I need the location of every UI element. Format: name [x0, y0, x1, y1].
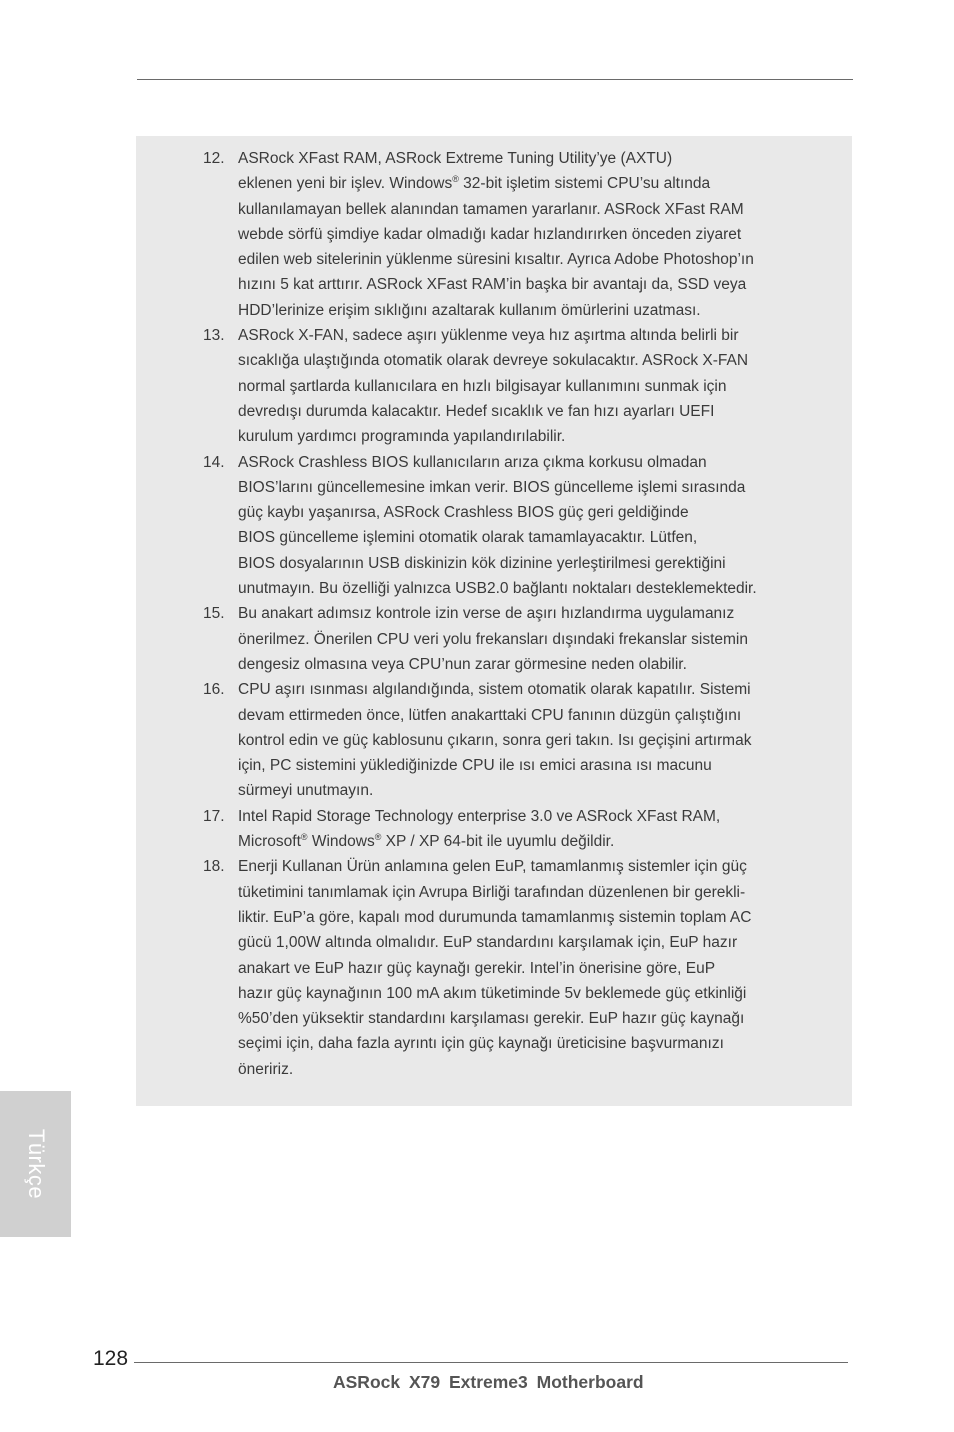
note-line: anakart ve EuP hazır güç kaynağı gerekir. Intel’in önerisine göre, EuP	[238, 959, 716, 977]
note-line: Enerji Kullanan Ürün anlamına gelen EuP, tamamlanmış sistemler için güç	[238, 858, 747, 876]
note-line: BIOS’larını güncellemesine imkan verir. BIOS güncelleme işlemi sırasında	[238, 478, 746, 496]
language-tab	[0, 1091, 71, 1237]
note-item	[136, 804, 757, 855]
note-line: gücü 1,00W altında olmalıdır. EuP standardını karşılamak için, EuP hazır	[238, 934, 738, 952]
language-tab-label: Türkçe	[24, 1128, 49, 1200]
note-line: kullanılamayan bellek alanından tamamen yararlanır. ASRock XFast RAM	[238, 200, 744, 218]
note-line: Intel Rapid Storage Technology enterprise 3.0 ve ASRock XFast RAM,	[238, 807, 721, 825]
note-line: liktir. EuP’a göre, kapalı mod durumunda tamamlanmış sistemin toplam AC	[238, 908, 752, 926]
note-item	[136, 601, 757, 677]
note-number: 13.	[203, 327, 225, 345]
note-line: hazır güç kaynağının 100 mA akım tüketiminde 5v beklemede güç etkinliği	[238, 984, 747, 1002]
note-line: dengesiz olmasına veya CPU’nun zarar görmesine neden olabilir.	[238, 655, 687, 673]
note-line: eklenen yeni bir işlev. Windows® 32-bit işletim sistemi CPU’su altında	[238, 174, 711, 193]
note-line: webde sörfü şimdiye kadar olmadığı kadar hızlandırırken önceden ziyaret	[238, 225, 742, 243]
note-line: sürmeyi unutmayın.	[238, 782, 374, 800]
notes-list	[136, 146, 757, 1082]
header-rule	[137, 79, 853, 80]
note-line: devam ettirmeden önce, lütfen anakarttaki CPU fanının düzgün çalıştığını	[238, 706, 742, 724]
note-item	[136, 323, 757, 449]
note-line: öneririz.	[238, 1060, 294, 1078]
note-line: önerilmez. Önerilen CPU veri yolu frekansları dışındaki frekanslar sistemin	[238, 630, 748, 648]
note-line: tüketimini tanımlamak için Avrupa Birliği tarafından düzenlenen bir gerekli-	[238, 883, 746, 901]
note-line: Microsoft® Windows® XP / XP 64-bit ile uyumlu değildir.	[238, 831, 615, 851]
note-line: ASRock XFast RAM, ASRock Extreme Tuning Utility’ye (AXTU)	[238, 150, 673, 167]
note-line: seçimi için, daha fazla ayrıntı için güç kaynağı üreticisine başvurmanızı	[238, 1035, 724, 1053]
footer-title: ASRock X79 Extreme3 Motherboard	[333, 1372, 644, 1392]
note-number: 14.	[203, 453, 225, 471]
notes-panel	[136, 136, 852, 1106]
footer-rule	[134, 1362, 848, 1363]
note-line: hızını 5 kat arttırır. ASRock XFast RAM’in başka bir avantajı da, SSD veya	[238, 276, 747, 294]
note-line: devredışı durumda kalacaktır. Hedef sıcaklık ve fan hızı ayarları UEFI	[238, 402, 715, 420]
note-line: CPU aşırı ısınması algılandığında, sistem otomatik olarak kapatılır. Sistemi	[238, 681, 751, 699]
note-line: kurulum yardımcı programında yapılandırılabilir.	[238, 428, 566, 446]
note-line: güç kaybı yaşanırsa, ASRock Crashless BIOS güç geri geldiğinde	[238, 504, 689, 522]
note-number: 16.	[203, 681, 225, 699]
note-item	[136, 854, 757, 1082]
note-line: BIOS dosyalarının USB diskinizin kök dizinine yerleştirilmesi gerektiğini	[238, 554, 726, 572]
note-line: sıcaklığa ulaştığında otomatik olarak devreye sokulacaktır. ASRock X-FAN	[238, 352, 749, 370]
page-number: 128	[93, 1347, 129, 1370]
note-item	[136, 677, 757, 803]
note-line: ASRock Crashless BIOS kullanıcıların arıza çıkma korkusu olmadan	[238, 453, 707, 471]
note-line: %50’den yüksektir standardını karşılaması gerekir. EuP hazır güç kaynağı	[238, 1010, 745, 1028]
note-number: 12.	[203, 150, 225, 167]
note-number: 17.	[203, 807, 225, 825]
note-line: unutmayın. Bu özelliği yalnızca USB2.0 bağlantı noktaları desteklemektedir.	[238, 580, 757, 598]
note-number: 15.	[203, 605, 225, 623]
note-number: 18.	[203, 858, 225, 876]
note-line: Bu anakart adımsız kontrole izin verse de aşırı hızlandırma uygulamanız	[238, 605, 735, 623]
note-line: ASRock X-FAN, sadece aşırı yüklenme veya hız aşırtma altında belirli bir	[238, 327, 739, 345]
note-line: BIOS güncelleme işlemini otomatik olarak tamamlayacaktır. Lütfen,	[238, 529, 698, 547]
note-line: için, PC sistemini yüklediğinizde CPU ile ısı emici arasına ısı macunu	[238, 757, 712, 775]
note-line: kontrol edin ve güç kablosunu çıkarın, sonra geri takın. Isı geçişini artırmak	[238, 731, 752, 749]
note-line: HDD’lerinize erişim sıklığını azaltarak kullanım ömürlerini uzatması.	[238, 301, 701, 319]
note-item	[136, 450, 757, 602]
note-line: edilen web sitelerinin yüklenme süresini kısaltır. Ayrıca Adobe Photoshop’ın	[238, 251, 754, 269]
note-item	[136, 146, 757, 323]
note-line: normal şartlarda kullanıcılara en hızlı bilgisayar kullanımını sunmak için	[238, 377, 727, 395]
